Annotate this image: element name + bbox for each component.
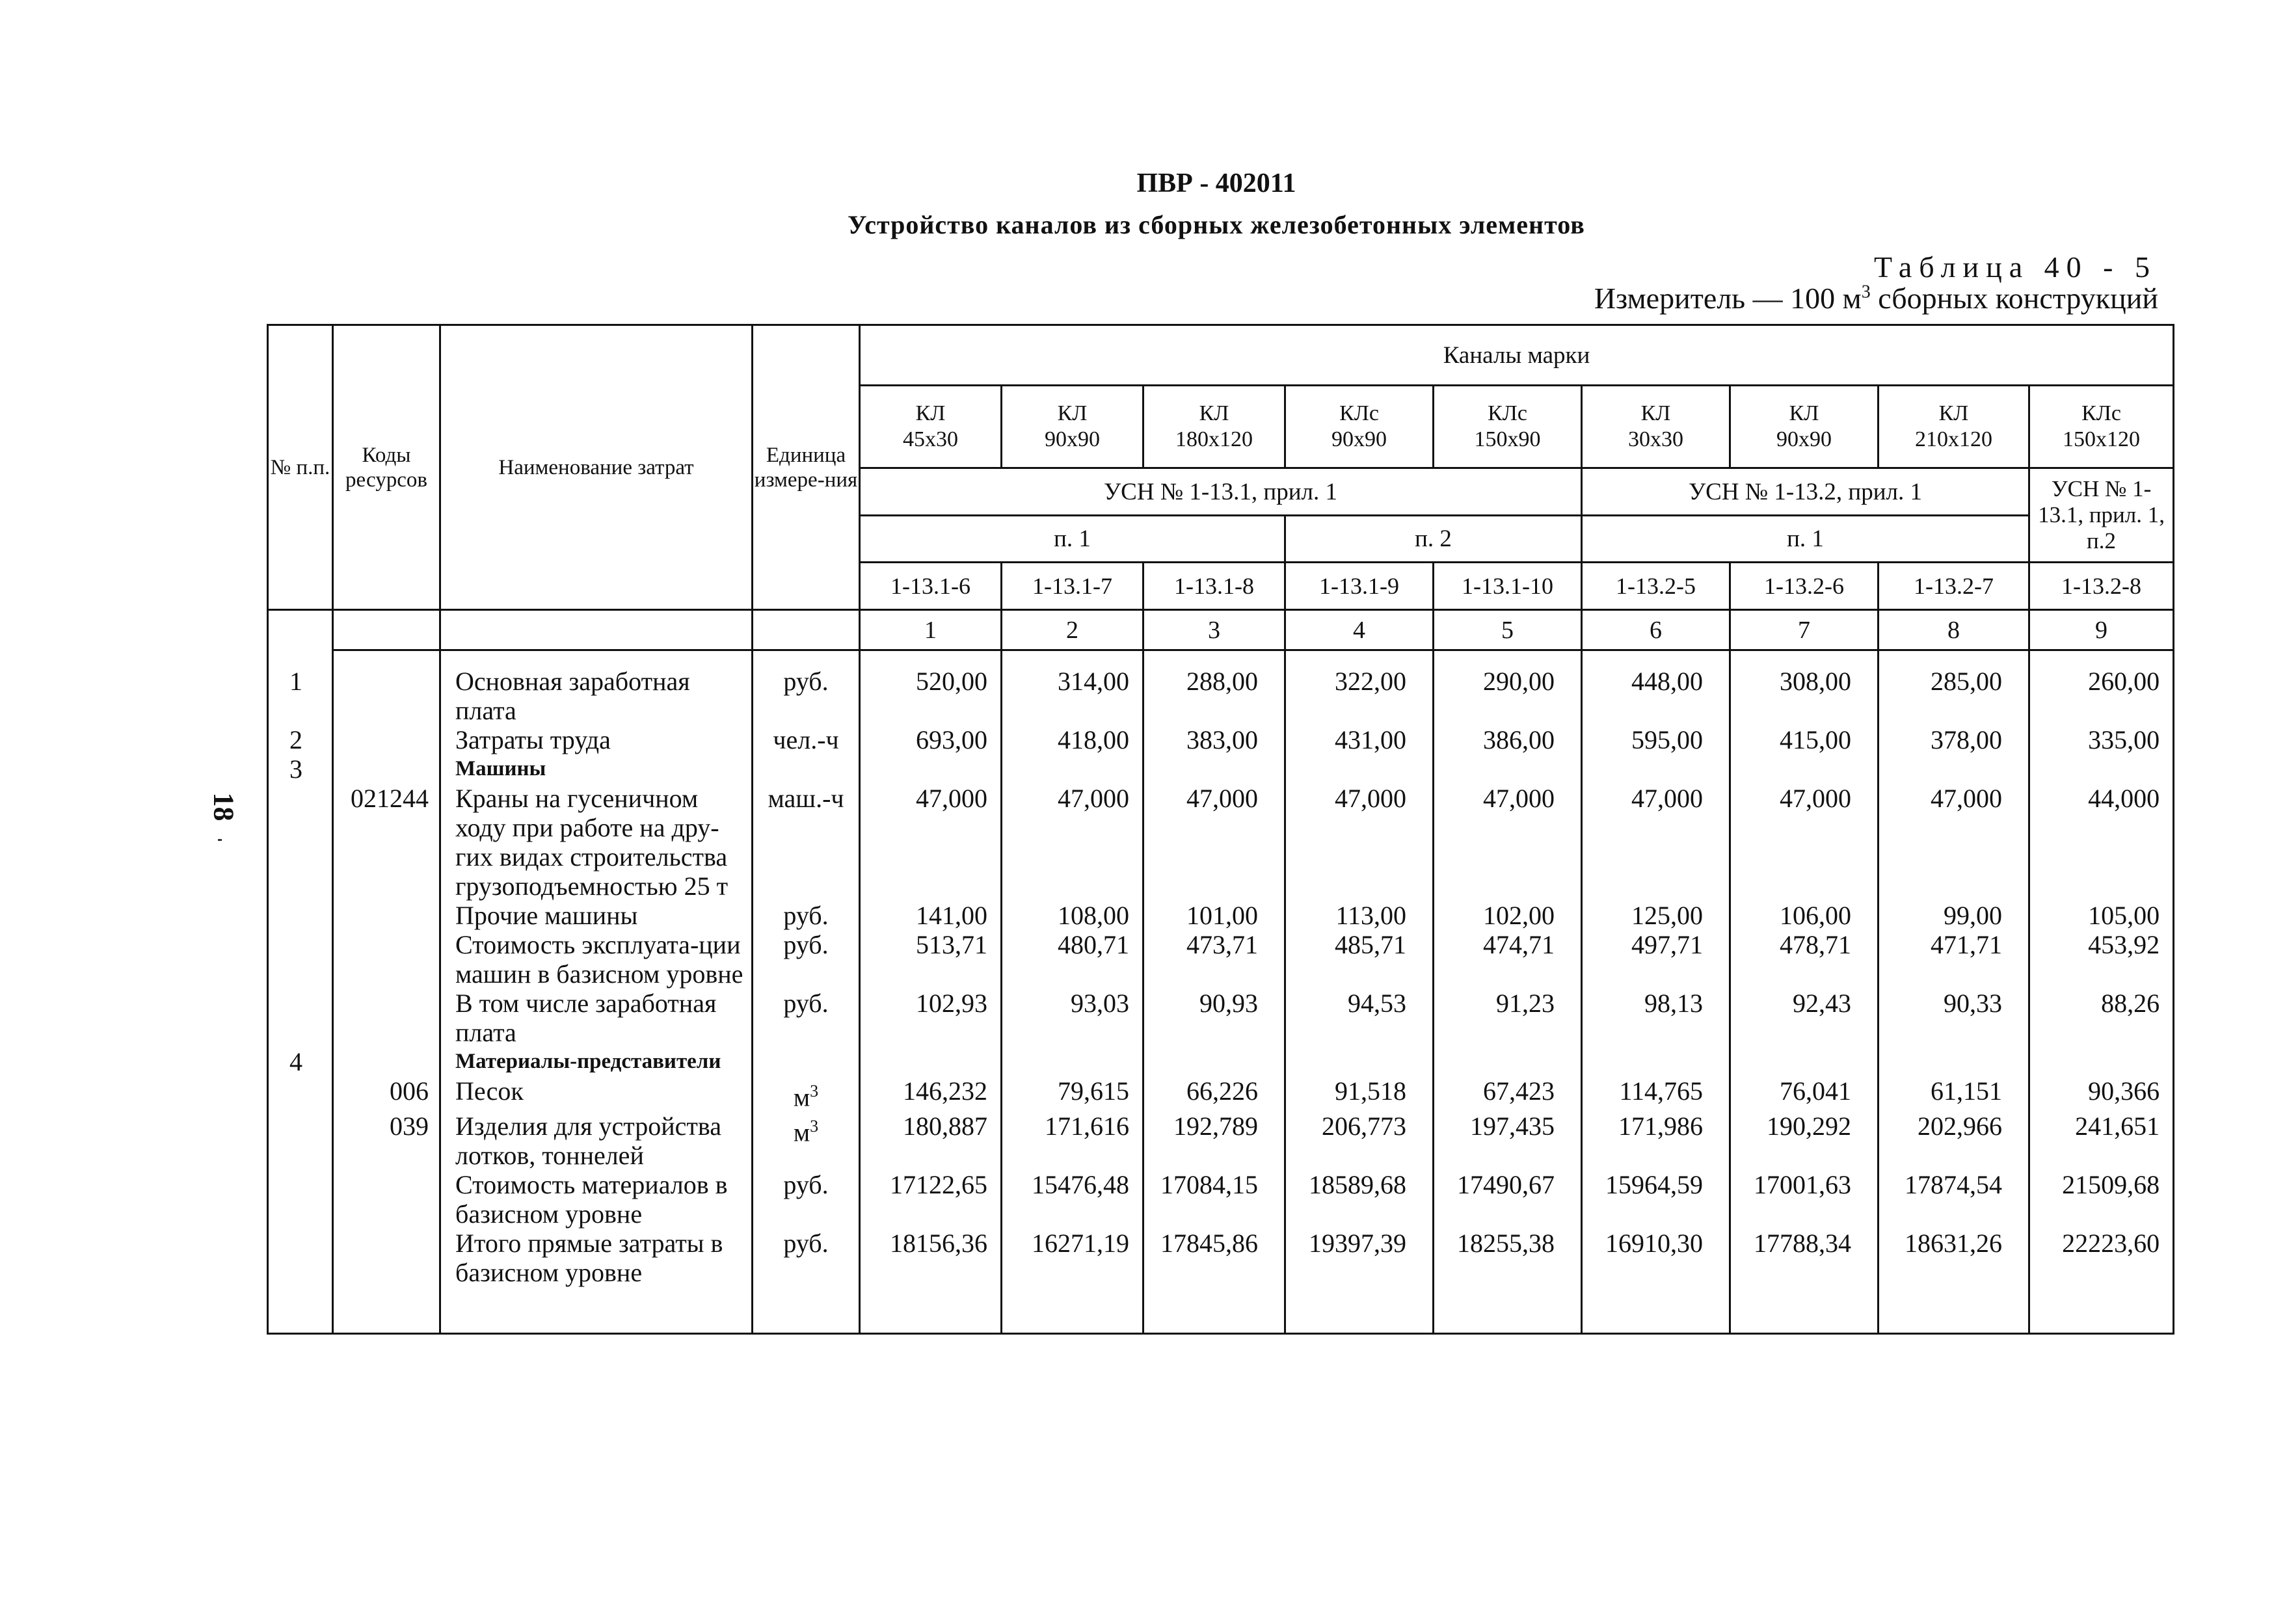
value-cell: 520,00 (860, 667, 1002, 725)
value-cell (1285, 1047, 1434, 1076)
value-cell: 16910,30 (1582, 1229, 1730, 1287)
cost-name: Краны на гусеничном ходу при работе на дру-гих видах строительства грузоподъемностью 25 т (440, 784, 753, 901)
value-cell: 335,00 (2029, 725, 2174, 754)
value-cell: 17490,67 (1434, 1170, 1582, 1229)
value-cell: 92,43 (1730, 989, 1879, 1047)
mark-name: КЛ (1938, 401, 1969, 425)
value-cell: 47,000 (860, 784, 1002, 901)
value-cell: 17001,63 (1730, 1170, 1879, 1229)
empty-cell (753, 1287, 860, 1334)
header-price-code: 1-13.1-7 (1002, 563, 1144, 610)
value-cell: 18156,36 (860, 1229, 1002, 1287)
unit (753, 784, 860, 901)
column-number: 4 (1285, 610, 1434, 650)
meter-prefix: Измеритель — 100 м (1594, 282, 1862, 315)
header-paragraph: п. 1 (860, 516, 1285, 563)
empty-cell (268, 1287, 333, 1334)
value-cell: 15964,59 (1582, 1170, 1730, 1229)
value-cell: 190,292 (1730, 1112, 1879, 1170)
column-number: 2 (1002, 610, 1144, 650)
mark-name: КЛс (2081, 401, 2121, 425)
table-header (268, 325, 2174, 650)
value-cell (1730, 754, 1879, 784)
header-price-code: 1-13.2-8 (2029, 563, 2174, 610)
value-cell: 102,93 (860, 989, 1002, 1047)
unit-superscript: 3 (810, 1082, 819, 1100)
empty-cell (1285, 1287, 1434, 1334)
value-cell: 386,00 (1434, 725, 1582, 754)
unit (753, 1076, 860, 1112)
unit (753, 725, 860, 754)
value-cell: 197,435 (1434, 1112, 1582, 1170)
value-cell: 473,71 (1144, 930, 1285, 989)
resource-code (333, 989, 440, 1047)
header-price-code: 1-13.2-7 (1879, 563, 2029, 610)
resource-code (333, 725, 440, 754)
value-cell: 308,00 (1730, 667, 1879, 725)
value-cell (1434, 754, 1582, 784)
value-cell: 125,00 (1582, 901, 1730, 930)
value-cell (1879, 1047, 2029, 1076)
value-cell (1434, 1047, 1582, 1076)
mark-size: 90х90 (1331, 427, 1387, 451)
table-row (268, 1170, 2174, 1229)
cost-name: Стоимость эксплуата-ции машин в базисном уровне (440, 930, 753, 989)
value-cell: 66,226 (1144, 1076, 1285, 1112)
value-cell: 16271,19 (1002, 1229, 1144, 1287)
value-cell: 192,789 (1144, 1112, 1285, 1170)
mark-name: КЛ (915, 401, 946, 425)
header-blank (753, 610, 860, 650)
value-cell (1582, 1047, 1730, 1076)
value-cell: 19397,39 (1285, 1229, 1434, 1287)
value-cell: 93,03 (1002, 989, 1144, 1047)
value-cell: 418,00 (1002, 725, 1144, 754)
header-price-code: 1-13.1-6 (860, 563, 1002, 610)
value-cell: 146,232 (860, 1076, 1002, 1112)
header-codes: Коды ресурсов (333, 325, 440, 610)
row-number: 2 (268, 725, 333, 754)
empty-cell (1144, 1287, 1285, 1334)
value-cell: 171,616 (1002, 1112, 1144, 1170)
value-cell: 61,151 (1879, 1076, 2029, 1112)
value-cell: 288,00 (1144, 667, 1285, 725)
empty-cell (1730, 1287, 1879, 1334)
value-cell: 453,92 (2029, 930, 2174, 989)
value-cell: 90,366 (2029, 1076, 2174, 1112)
value-cell: 44,000 (2029, 784, 2174, 901)
table-bottom-filler (268, 1287, 2174, 1334)
unit-label: чел.-ч (773, 725, 839, 754)
value-cell: 290,00 (1434, 667, 1582, 725)
header-name: Наименование затрат (440, 325, 753, 610)
cost-name: Стоимость материалов в базисном уровне (440, 1170, 753, 1229)
header-price-code: 1-13.2-6 (1730, 563, 1879, 610)
mark-size: 210х120 (1915, 427, 1992, 451)
table-row (268, 667, 2174, 725)
row-number (268, 784, 333, 901)
empty-cell (860, 1287, 1002, 1334)
row-number (268, 1170, 333, 1229)
value-cell: 21509,68 (2029, 1170, 2174, 1229)
value-cell: 693,00 (860, 725, 1002, 754)
value-cell (860, 754, 1002, 784)
value-cell (1582, 754, 1730, 784)
unit-label: руб. (783, 930, 829, 959)
value-cell (1285, 754, 1434, 784)
mark-name: КЛ (1199, 401, 1229, 425)
value-cell (1002, 754, 1144, 784)
value-cell: 113,00 (1285, 901, 1434, 930)
value-cell: 18255,38 (1434, 1229, 1582, 1287)
resource-code (333, 930, 440, 989)
value-cell: 22223,60 (2029, 1229, 2174, 1287)
value-cell: 47,000 (1879, 784, 2029, 901)
header-usn: УСН № 1-13.2, прил. 1 (1582, 468, 2029, 516)
unit (753, 1047, 860, 1076)
cost-table (267, 324, 2174, 1335)
header-paragraph: п. 2 (1285, 516, 1582, 563)
table-row (268, 989, 2174, 1047)
mark-size: 90х90 (1776, 427, 1832, 451)
header-usn: УСН № 1-13.1, прил. 1, п.2 (2029, 468, 2174, 563)
value-cell (1002, 1047, 1144, 1076)
header-mark (1730, 386, 1879, 468)
unit (753, 1170, 860, 1229)
empty-cell (333, 1287, 440, 1334)
mark-name: КЛ (1789, 401, 1819, 425)
side-page-mark (218, 839, 222, 841)
value-cell: 47,000 (1002, 784, 1144, 901)
column-number: 5 (1434, 610, 1582, 650)
unit-label: руб. (783, 667, 829, 696)
value-cell: 285,00 (1879, 667, 2029, 725)
section-heading: Машины (440, 754, 753, 784)
value-cell: 90,93 (1144, 989, 1285, 1047)
mark-name: КЛс (1488, 401, 1527, 425)
unit (753, 989, 860, 1047)
value-cell: 114,765 (1582, 1076, 1730, 1112)
value-cell: 47,000 (1582, 784, 1730, 901)
value-cell: 260,00 (2029, 667, 2174, 725)
header-mark (860, 386, 1002, 468)
value-cell: 15476,48 (1002, 1170, 1144, 1229)
table-label: Таблица 40 - 5 (1873, 250, 2157, 284)
value-cell: 67,423 (1434, 1076, 1582, 1112)
cost-name: Прочие машины (440, 901, 753, 930)
cost-name: Основная заработная плата (440, 667, 753, 725)
row-number: 3 (268, 754, 333, 784)
mark-size: 150х120 (2063, 427, 2141, 451)
value-cell: 102,00 (1434, 901, 1582, 930)
column-number: 9 (2029, 610, 2174, 650)
header-paragraph: п. 1 (1582, 516, 2029, 563)
value-cell: 206,773 (1285, 1112, 1434, 1170)
value-cell: 18631,26 (1879, 1229, 2029, 1287)
value-cell: 106,00 (1730, 901, 1879, 930)
value-cell: 141,00 (860, 901, 1002, 930)
value-cell: 322,00 (1285, 667, 1434, 725)
value-cell: 17845,86 (1144, 1229, 1285, 1287)
row-number (268, 1112, 333, 1170)
mark-name: КЛ (1057, 401, 1088, 425)
value-cell: 91,518 (1285, 1076, 1434, 1112)
resource-code (333, 667, 440, 725)
value-cell: 76,041 (1730, 1076, 1879, 1112)
value-cell: 98,13 (1582, 989, 1730, 1047)
value-cell: 99,00 (1879, 901, 2029, 930)
value-cell: 378,00 (1879, 725, 2029, 754)
value-cell (1144, 1047, 1285, 1076)
resource-code (333, 1229, 440, 1287)
empty-cell (2029, 1287, 2174, 1334)
resource-code: 039 (333, 1112, 440, 1170)
header-price-code: 1-13.1-8 (1144, 563, 1285, 610)
table-row (268, 901, 2174, 930)
value-cell: 497,71 (1582, 930, 1730, 989)
empty-cell (1582, 1287, 1730, 1334)
value-cell: 17084,15 (1144, 1170, 1285, 1229)
header-blank (268, 610, 333, 650)
empty-cell (1879, 1287, 2029, 1334)
value-cell (1144, 754, 1285, 784)
mark-name: КЛс (1339, 401, 1379, 425)
value-cell: 47,000 (1285, 784, 1434, 901)
meter-suffix: сборных конструкций (1870, 282, 2158, 315)
header-mark (1285, 386, 1434, 468)
resource-code (333, 901, 440, 930)
mark-size: 45х30 (903, 427, 958, 451)
value-cell: 88,26 (2029, 989, 2174, 1047)
unit (753, 930, 860, 989)
value-cell (1730, 1047, 1879, 1076)
cost-name: В том числе заработная плата (440, 989, 753, 1047)
column-number: 1 (860, 610, 1002, 650)
side-page-number: 18 (207, 792, 240, 821)
value-cell: 17788,34 (1730, 1229, 1879, 1287)
section-heading: Материалы-представители (440, 1047, 753, 1076)
cost-name: Песок (440, 1076, 753, 1112)
unit-label: руб. (783, 989, 829, 1018)
table-row (268, 725, 2174, 754)
header-price-code: 1-13.1-9 (1285, 563, 1434, 610)
value-cell: 431,00 (1285, 725, 1434, 754)
header-usn: УСН № 1-13.1, прил. 1 (860, 468, 1582, 516)
unit-label: руб. (783, 1170, 829, 1200)
cost-name: Итого прямые затраты в базисном уровне (440, 1229, 753, 1287)
value-cell: 105,00 (2029, 901, 2174, 930)
column-number: 6 (1582, 610, 1730, 650)
value-cell: 79,615 (1002, 1076, 1144, 1112)
header-mark (1879, 386, 2029, 468)
meter-line (1594, 281, 2158, 315)
value-cell: 18589,68 (1285, 1170, 1434, 1229)
mark-name: КЛ (1640, 401, 1671, 425)
row-number (268, 1076, 333, 1112)
value-cell: 471,71 (1879, 930, 2029, 989)
empty-cell (440, 1287, 753, 1334)
value-cell: 171,986 (1582, 1112, 1730, 1170)
value-cell (860, 1047, 1002, 1076)
header-column-numbers (268, 610, 2174, 650)
value-cell (1879, 754, 2029, 784)
table-row (268, 1229, 2174, 1287)
value-cell: 180,887 (860, 1112, 1002, 1170)
document-title: Устройство каналов из сборных железобетонных элементов (848, 210, 1585, 239)
table-spacer (268, 650, 2174, 667)
unit-superscript: 3 (810, 1117, 819, 1136)
header-num: № п.п. (268, 325, 333, 610)
value-cell: 47,000 (1144, 784, 1285, 901)
value-cell: 202,966 (1879, 1112, 2029, 1170)
table-row (268, 784, 2174, 901)
value-cell: 415,00 (1730, 725, 1879, 754)
row-number (268, 1229, 333, 1287)
table-row (268, 1047, 2174, 1076)
header-blank (440, 610, 753, 650)
column-number: 3 (1144, 610, 1285, 650)
value-cell: 91,23 (1434, 989, 1582, 1047)
row-number: 4 (268, 1047, 333, 1076)
cost-name: Затраты труда (440, 725, 753, 754)
mark-size: 90х90 (1045, 427, 1100, 451)
value-cell: 90,33 (1879, 989, 2029, 1047)
header-mark (1582, 386, 1730, 468)
header-price-code: 1-13.2-5 (1582, 563, 1730, 610)
column-number: 7 (1730, 610, 1879, 650)
value-cell (2029, 754, 2174, 784)
unit-label: руб. (783, 1229, 829, 1258)
empty-cell (1434, 1287, 1582, 1334)
table-row (268, 930, 2174, 989)
header-mark (1002, 386, 1144, 468)
value-cell: 595,00 (1582, 725, 1730, 754)
unit (753, 1112, 860, 1170)
value-cell: 47,000 (1730, 784, 1879, 901)
header-channels-group: Каналы марки (860, 325, 2174, 386)
mark-size: 150х90 (1474, 427, 1541, 451)
unit (753, 901, 860, 930)
column-number: 8 (1879, 610, 2029, 650)
row-number (268, 901, 333, 930)
header-price-code: 1-13.1-10 (1434, 563, 1582, 610)
unit-label: руб. (783, 901, 829, 930)
value-cell: 480,71 (1002, 930, 1144, 989)
header-mark (2029, 386, 2174, 468)
value-cell: 101,00 (1144, 901, 1285, 930)
meter-superscript: 3 (1861, 282, 1871, 302)
document-code: ПВР - 402011 (1136, 168, 1296, 198)
resource-code: 021244 (333, 784, 440, 901)
table-row (268, 1076, 2174, 1112)
header-mark (1144, 386, 1285, 468)
value-cell: 94,53 (1285, 989, 1434, 1047)
unit-label: м (793, 1117, 810, 1147)
cost-name: Изделия для устройства лотков, тоннелей (440, 1112, 753, 1170)
unit (753, 754, 860, 784)
unit (753, 667, 860, 725)
mark-size: 180х120 (1175, 427, 1253, 451)
value-cell: 314,00 (1002, 667, 1144, 725)
value-cell: 485,71 (1285, 930, 1434, 989)
resource-code (333, 754, 440, 784)
value-cell: 474,71 (1434, 930, 1582, 989)
table-row (268, 1112, 2174, 1170)
unit (753, 1229, 860, 1287)
header-blank (333, 610, 440, 650)
value-cell: 241,651 (2029, 1112, 2174, 1170)
value-cell: 17122,65 (860, 1170, 1002, 1229)
value-cell: 513,71 (860, 930, 1002, 989)
header-mark (1434, 386, 1582, 468)
value-cell: 47,000 (1434, 784, 1582, 901)
resource-code: 006 (333, 1076, 440, 1112)
mark-size: 30х30 (1628, 427, 1683, 451)
table-row (268, 754, 2174, 784)
table-body (268, 650, 2174, 1334)
value-cell (2029, 1047, 2174, 1076)
row-number (268, 989, 333, 1047)
unit-label: м (793, 1082, 810, 1112)
empty-cell (1002, 1287, 1144, 1334)
row-number: 1 (268, 667, 333, 725)
row-number (268, 930, 333, 989)
value-cell: 108,00 (1002, 901, 1144, 930)
value-cell: 448,00 (1582, 667, 1730, 725)
resource-code (333, 1047, 440, 1076)
value-cell: 17874,54 (1879, 1170, 2029, 1229)
resource-code (333, 1170, 440, 1229)
value-cell: 478,71 (1730, 930, 1879, 989)
header-unit: Единица измере-ния (753, 325, 860, 610)
value-cell: 383,00 (1144, 725, 1285, 754)
unit-label: маш.-ч (768, 784, 844, 813)
